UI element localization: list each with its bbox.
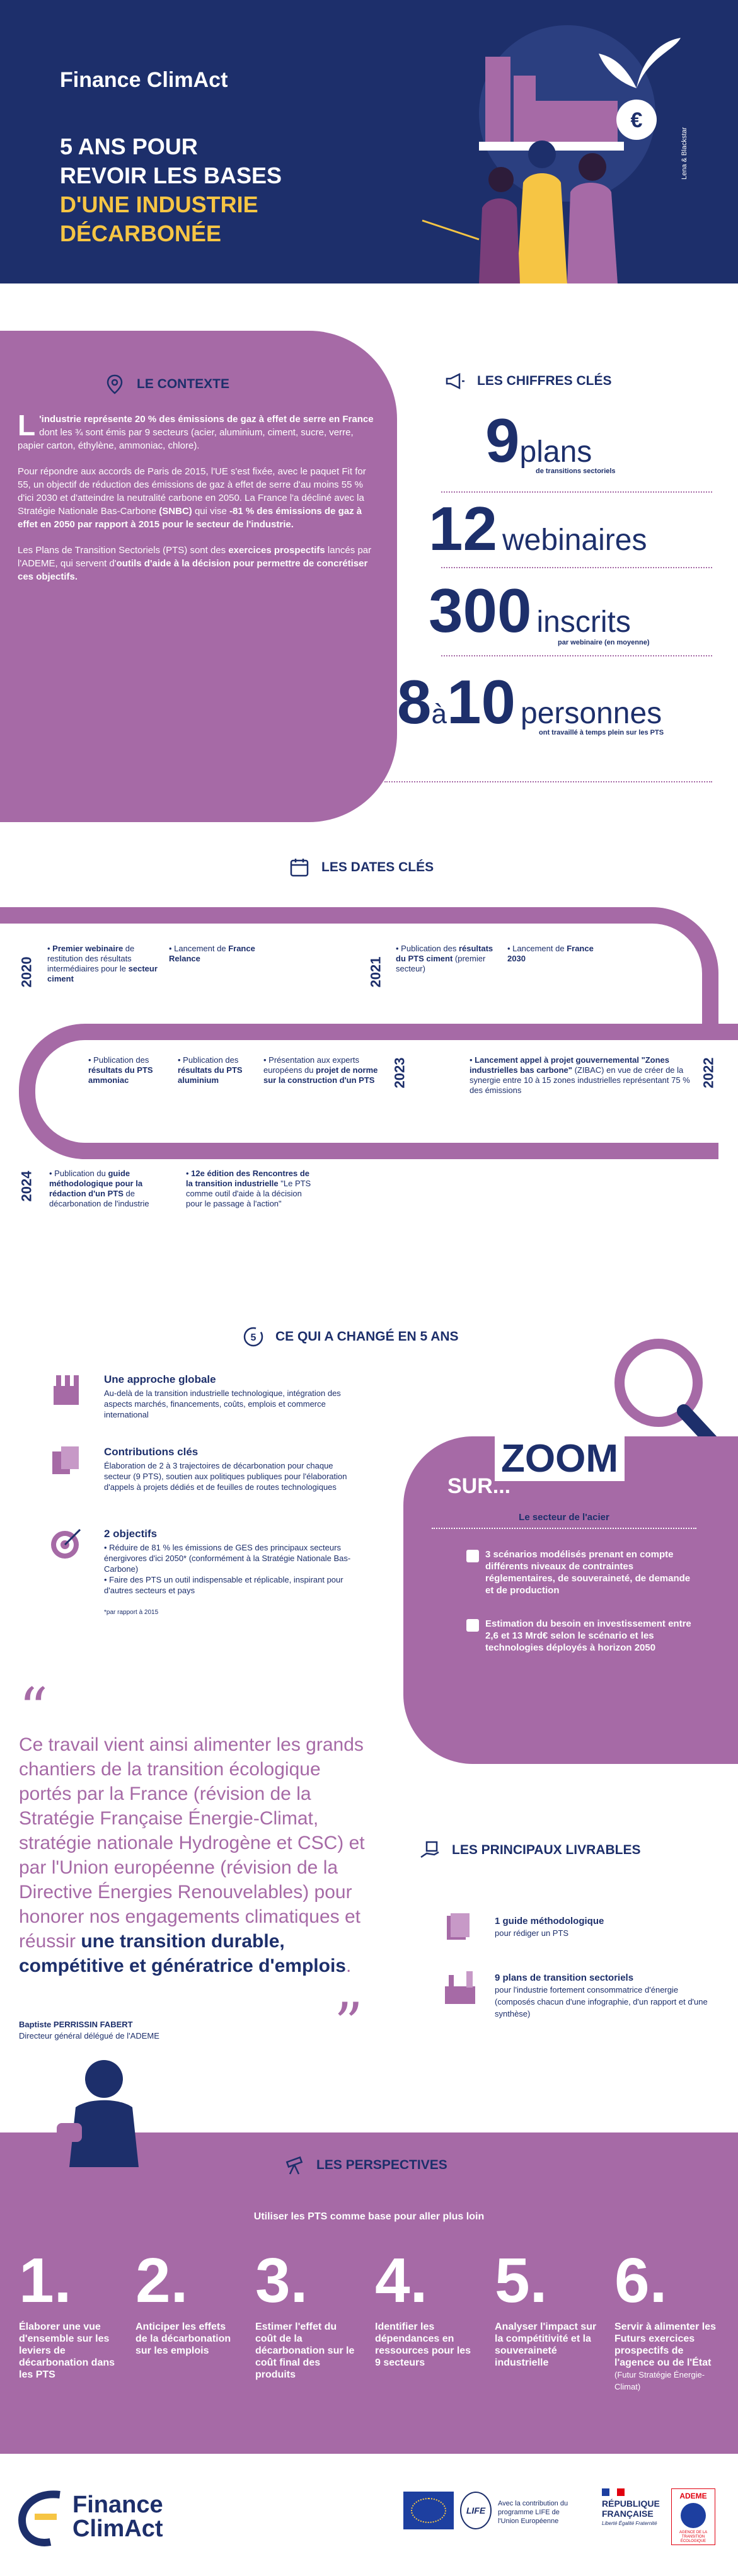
figure-personnes: 8à10 personnes ont travaillé à temps plein sur les PTS: [397, 667, 664, 736]
life-logo: LIFE: [460, 2492, 492, 2529]
zoom-sector: Le secteur de l'acier: [432, 1512, 696, 1529]
timeline-event: • Premier webinaire de restitution des résultats intermédiaires pour le secteur ciment: [47, 944, 158, 983]
factory-icon: [441, 1969, 479, 2006]
year-label: 2021: [367, 956, 384, 988]
context-body: L 'industrie représente 20 % des émissions de gaz à effet de serre en France dont les ¾ sont émis par 9 secteurs (acier, aluminium, ciment, sucre, verre, papier carton, éthylène, ammoniac, chlore). Pour répondre aux accords de Paris de 2015, l'UE s'est fixée, avec le paquet Fit for 55, un objectif de réduction des émissions de gaz à effet de serre d'au moins 55 % d'ici 2030 et d'atteindre la neutralité carbone en 2050. La France l'a décliné avec la Stratégie Nationale Bas-Carbone (SNBC) qui vise -81 % des émissions de gaz à effet en 2050 par rapport à 2015 pour le secteur de l'industrie. Les Plans de Transition Sectoriels (PTS) sont des exercices prospectifs lancés par l'ADEME, qui servent d'outils d'aide à la décision pour permettre de concrétiser ces objectifs.: [18, 409, 374, 582]
quote-text: Ce travail vient ainsi alimenter les grands chantiers de la transition écologique portés par la France (révision de la Stratégie Française Énergie-Climat, stratégie nationale Hydrogène et CSC) et par l'Union européenne (révision de la Directive Énergies Renouvelables) pour honorer nos engagements climatiques et réussir une transition durable, compétitive et génératrice d'emplois.: [19, 1734, 365, 1976]
calendar-icon: [289, 857, 310, 878]
header-banner: [0, 0, 738, 283]
changes-title: 5 CE QUI A CHANGÉ EN 5 ANS: [243, 1326, 459, 1348]
divider: [441, 567, 712, 568]
timeline-event: • Présentation aux experts européens du projet de norme sur la construction d'un PTS: [263, 1055, 378, 1085]
year-label: 2024: [18, 1171, 35, 1202]
open-quote-icon: “: [19, 1676, 49, 1742]
ademe-logo: ADEME AGENCE DE LA TRANSITION ÉCOLOGIQUE: [671, 2488, 715, 2545]
deliverable-item: 1 guide méthodologique pour rédiger un PTS: [495, 1916, 604, 1938]
timeline-event: • Publication des résultats du PTS ammoniac: [88, 1055, 153, 1085]
timeline-event: • Publication des résultats du PTS ciment (premier secteur): [396, 944, 493, 973]
header-illustration: [410, 19, 725, 283]
close-quote-icon: ”: [334, 1991, 364, 2057]
divider: [441, 655, 712, 656]
hand-box-icon: [419, 1840, 441, 1861]
figure-plans: 9plans de transitions sectoriels: [485, 406, 616, 475]
page-title: 5 ANS POUR REVOIR LES BASES D'UNE INDUSTRIE DÉCARBONÉE: [60, 134, 282, 246]
timeline-event: • Lancement de France Relance: [169, 944, 255, 963]
figure-inscrits: 300 inscrits par webinaire (en moyenne): [429, 576, 650, 646]
change-item: 2 objectifs • Réduire de 81 % les émissions de GES des principaux secteurs énergivores d'ici 2050* (conformément à la Stratégie Nationale Bas-Carbone) • Faire des PTS un outil indispensable et réplicable, inspirant pour d'autres secteurs et pays *par rapport à 2015: [104, 1528, 351, 1616]
timeline-event: • Publication des résultats du PTS aluminium: [178, 1055, 243, 1085]
zoom-item: Estimation du besoin en investissement entre 2,6 et 13 Mrd€ selon le scénario et les technologies déployés à horizon 2050: [485, 1618, 691, 1653]
timeline-event: • Publication du guide méthodologique pour la rédaction d'un PTS de décarbonation de l'industrie: [49, 1169, 149, 1208]
checkbox-icon: [466, 1550, 479, 1562]
perspective-item: 2. Anticiper les effets de la décarbonation sur les emplois: [135, 2245, 231, 2356]
brand-name: Finance ClimAct: [60, 68, 228, 92]
location-pin-icon: [104, 374, 125, 395]
republique-francaise-logo: RÉPUBLIQUE FRANÇAISE Liberté Égalité Fraternité: [602, 2488, 665, 2529]
context-section: [0, 331, 397, 822]
finance-climact-logo: Finance ClimAct: [16, 2485, 199, 2548]
perspective-item: 6. Servir à alimenter les Futurs exercices prospectifs de l'agence ou de l'État (Futur Stratégie Énergie-Climat): [614, 2245, 716, 2391]
perspective-item: 4. Identifier les dépendances en ressources pour les 9 secteurs: [375, 2245, 471, 2368]
target-icon: [47, 1525, 85, 1562]
five-badge-icon: [243, 1326, 264, 1348]
book-icon: [444, 1912, 473, 1943]
perspective-item: 5. Analyser l'impact sur la compétitivité et la souveraineté industrielle: [495, 2245, 597, 2368]
documents-icon: [47, 1443, 85, 1480]
megaphone-icon: [444, 370, 466, 392]
zoom-section: [403, 1436, 738, 1764]
change-item: Une approche globale Au-delà de la transition industrielle technologique, intégration des aspects marchés, financements, coûts, emplois et commerce international: [104, 1373, 341, 1419]
divider: [384, 781, 712, 782]
deliverables-title: LES PRINCIPAUX LIVRABLES: [419, 1840, 640, 1861]
perspectives-lead: Utiliser les PTS comme base pour aller plus loin: [253, 2211, 485, 2222]
eu-contribution-text: Avec la contribution du programme LIFE de l'Union Européenne: [498, 2500, 568, 2525]
year-label: 2023: [391, 1057, 408, 1089]
change-item: Contributions clés Élaboration de 2 à 3 trajectoires de décarbonation pour chaque secteur (9 PTS), soutien aux politiques publiques pour l'élaboration d'appels à projets dédiés et de feuilles de routes technologiques: [104, 1446, 347, 1492]
timeline-event: • 12e édition des Rencontres de la transition industrielle "Le PTS comme outil d'aide à la décision pour le passage à l'action": [186, 1169, 311, 1208]
thumbs-up-person-illustration: [44, 2047, 151, 2167]
perspectives-title: LES PERSPECTIVES: [284, 2155, 447, 2176]
timeline-event: • Lancement de France 2030: [507, 944, 594, 963]
timeline-track: [649, 1024, 738, 1040]
figure-webinaires: 12 webinaires: [429, 494, 647, 563]
perspectives-section: [0, 2132, 738, 2454]
climact-f-icon: [16, 2485, 69, 2548]
image-credit: Lena & Blackstar: [681, 127, 688, 180]
eu-flag-icon: [403, 2492, 454, 2529]
perspective-item: 3. Estimer l'effet du coût de la décarbonation sur le coût final des produits: [255, 2245, 355, 2380]
telescope-icon: [284, 2155, 305, 2176]
timeline-event: • Lancement appel à projet gouvernemental "Zones industrielles bas carbone" (ZIBAC) en vue de créer de la synergie entre 10 à 15 zones industrielles représentant 75 % des émissions: [470, 1055, 690, 1095]
zoom-item: 3 scénarios modélisés prenant en compte différents niveaux de contraintes réglementaires, de souveraineté, de demande et de production: [485, 1549, 691, 1596]
svg-text:€: €: [630, 108, 643, 132]
quote-author: Baptiste PERRISSIN FABERT Directeur général délégué de l'ADEME: [19, 2020, 159, 2041]
zoom-title: ZOOM: [495, 1436, 625, 1481]
context-title: LE CONTEXTE: [104, 374, 229, 395]
zoom-subtitle: SUR...: [447, 1474, 511, 1498]
perspective-item: 1. Élaborer une vue d'ensemble sur les leviers de décarbonation dans les PTS: [19, 2245, 115, 2380]
key-dates-title: LES DATES CLÉS: [289, 857, 434, 878]
checkbox-icon: [466, 1619, 479, 1632]
year-label: 2020: [18, 956, 35, 988]
footer: [0, 2454, 738, 2576]
divider: [441, 491, 712, 493]
key-figures-title: LES CHIFFRES CLÉS: [444, 370, 612, 392]
svg-text:5: 5: [250, 1332, 257, 1343]
factory-icon: [47, 1370, 85, 1408]
year-label: 2022: [700, 1057, 717, 1089]
deliverable-item: 9 plans de transition sectoriels pour l'industrie fortement consommatrice d'énergie (composés chacun d'une infographie, d'un rapport et d'une synthèse): [495, 1972, 708, 2018]
